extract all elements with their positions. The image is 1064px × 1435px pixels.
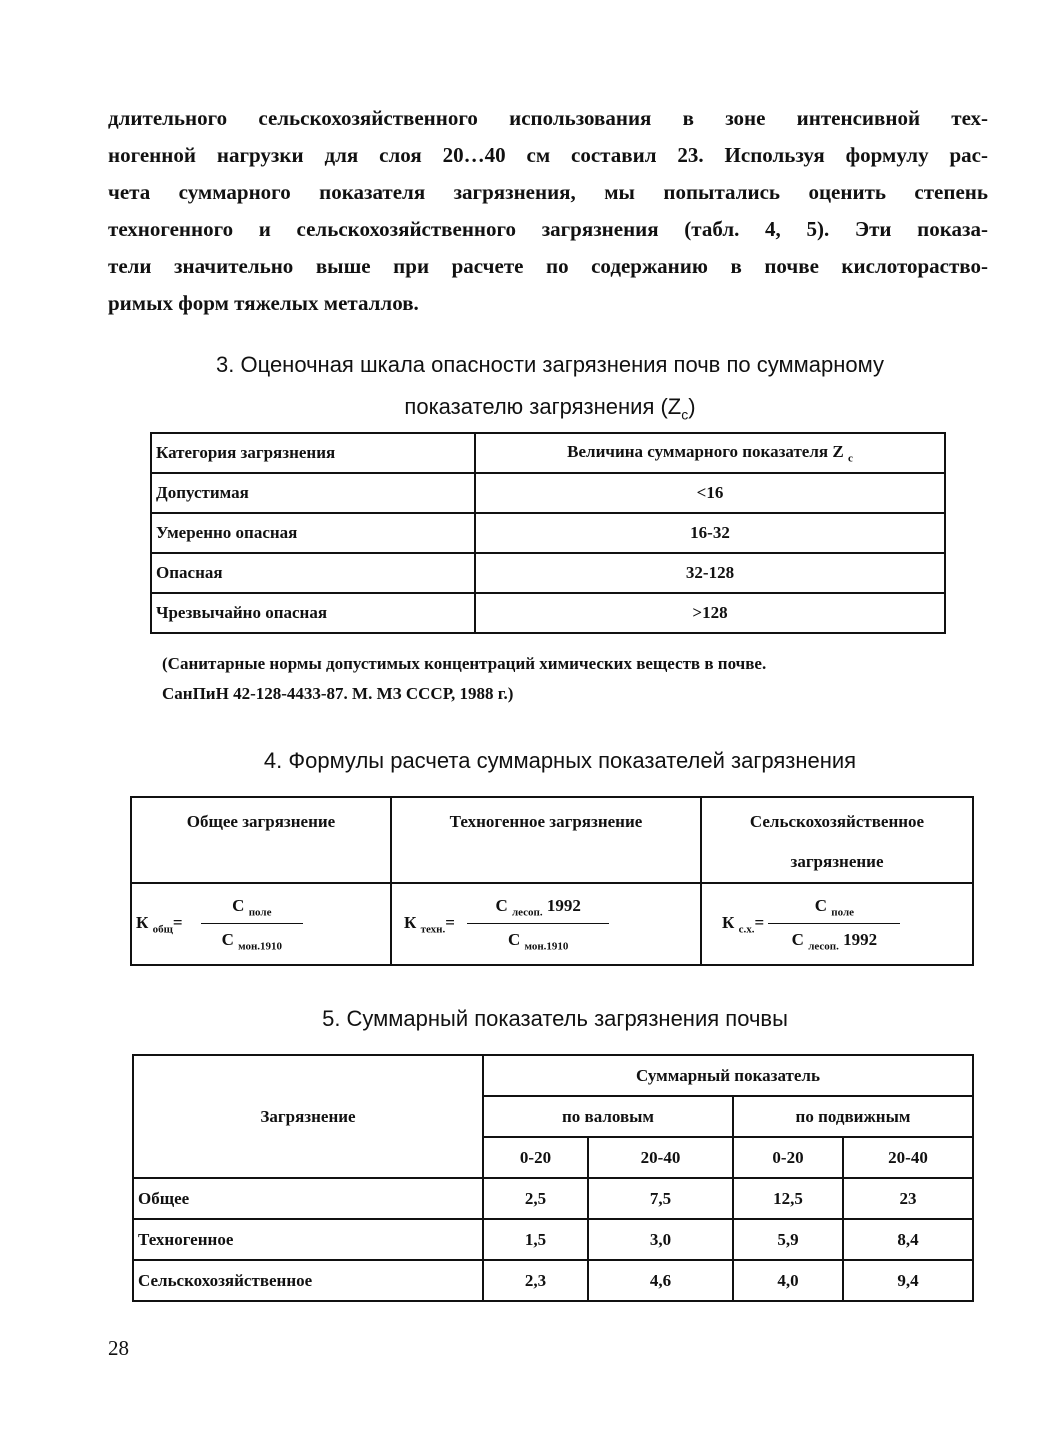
table-row xyxy=(151,593,945,633)
body-paragraph xyxy=(108,100,988,322)
table4-caption: 4. Формулы расчета суммарных показателей загрязнения xyxy=(263,748,857,773)
formula-lhs xyxy=(404,912,455,936)
den-sub: мон.1910 xyxy=(238,939,283,952)
table-row xyxy=(151,473,945,513)
num-c: С xyxy=(814,896,828,916)
category-cell: Чрезвычайно опасная xyxy=(151,593,475,633)
table3-caption-sub: c xyxy=(681,406,689,423)
fraction-numerator xyxy=(201,896,303,923)
value-cell: 8,4 xyxy=(843,1219,973,1260)
paragraph-line: длительного сельскохозяйственного использования в зоне интенсивной тех- xyxy=(108,106,988,130)
table-row xyxy=(133,1178,973,1219)
soil-pollution-index-table xyxy=(132,1054,974,1302)
value-cell: 4,6 xyxy=(588,1260,733,1301)
header-value xyxy=(475,433,945,473)
fraction-numerator xyxy=(768,896,900,923)
paragraph-line: тели значительно выше при расчете по содержанию в почве кислотораство- xyxy=(108,254,988,278)
table3-caption-line2 xyxy=(130,386,970,435)
table-header-row xyxy=(133,1055,973,1096)
page-number: 28 xyxy=(108,1336,129,1360)
pollution-scale-table xyxy=(150,432,946,634)
depth-cell: 20-40 xyxy=(843,1137,973,1178)
header-general: Общее загрязнение xyxy=(131,797,391,883)
formula-eq: = xyxy=(754,912,765,932)
paragraph-line: чета суммарного показателя загрязнения, мы попытались оценить степень xyxy=(108,180,988,204)
formula-technogenic xyxy=(391,883,701,965)
formula-eq: = xyxy=(172,912,183,932)
formula-k: К xyxy=(404,912,417,932)
num-sub: поле xyxy=(248,906,272,919)
row-label: Техногенное xyxy=(133,1219,483,1260)
value-cell: 5,9 xyxy=(733,1219,843,1260)
table-row xyxy=(151,553,945,593)
table-row xyxy=(133,1260,973,1301)
fraction-numerator xyxy=(467,896,609,923)
formula-lhs xyxy=(136,912,183,936)
depth-cell: 0-20 xyxy=(483,1137,588,1178)
value-cell: 2,3 xyxy=(483,1260,588,1301)
header-value-sub: c xyxy=(847,452,853,465)
paragraph-line: техногенного и сельскохозяйственного загрязнения (табл. 4, 5). Эти показа- xyxy=(108,217,988,241)
depth-cell: 20-40 xyxy=(588,1137,733,1178)
fraction-denominator xyxy=(222,924,282,952)
table-row xyxy=(133,1219,973,1260)
header-agricultural: Сельскохозяйственное загрязнение xyxy=(701,797,973,883)
value-cell: 2,5 xyxy=(483,1178,588,1219)
num-sub: лесоп. xyxy=(511,906,543,919)
header-category: Категория загрязнения xyxy=(151,433,475,473)
table3-source-note xyxy=(162,649,962,709)
formula-row xyxy=(131,883,973,965)
table3-caption-text: показателю загрязнения (Z xyxy=(404,394,682,419)
formula-k-sub: техн. xyxy=(420,923,446,936)
formula-fraction xyxy=(768,896,900,952)
note-line1: (Санитарные нормы допустимых концентраций химических веществ в почве. xyxy=(162,654,767,673)
paragraph-line: ногенной нагрузки для слоя 20…40 см составил 23. Используя формулу рас- xyxy=(108,143,988,167)
category-cell: Умеренно опасная xyxy=(151,513,475,553)
formula-lhs xyxy=(722,912,765,936)
formula-fraction xyxy=(467,896,609,952)
value-cell: 4,0 xyxy=(733,1260,843,1301)
num-tail: 1992 xyxy=(542,896,581,916)
fraction-denominator xyxy=(508,924,568,952)
den-c: С xyxy=(791,929,804,949)
formula-k-sub: с.х. xyxy=(738,923,755,936)
value-cell: >128 xyxy=(475,593,945,633)
formula-agricultural xyxy=(701,883,973,965)
category-cell: Опасная xyxy=(151,553,475,593)
den-c: С xyxy=(221,929,234,949)
formula-general xyxy=(131,883,391,965)
value-cell: <16 xyxy=(475,473,945,513)
header-mobile: по подвижным xyxy=(733,1096,973,1137)
value-cell: 12,5 xyxy=(733,1178,843,1219)
formula-k: К xyxy=(722,912,735,932)
table-header-row xyxy=(131,797,973,883)
table3-caption xyxy=(130,344,970,435)
depth-cell: 0-20 xyxy=(733,1137,843,1178)
formula-fraction xyxy=(201,896,303,952)
header-summary-index: Суммарный показатель xyxy=(483,1055,973,1096)
table3-caption-line1: 3. Оценочная шкала опасности загрязнения почв по суммарному xyxy=(216,352,884,377)
row-label: Общее xyxy=(133,1178,483,1219)
row-label: Сельскохозяйственное xyxy=(133,1260,483,1301)
formula-table xyxy=(130,796,974,966)
value-cell: 3,0 xyxy=(588,1219,733,1260)
header-gross: по валовым xyxy=(483,1096,733,1137)
den-sub: мон.1910 xyxy=(524,939,569,952)
den-c: С xyxy=(507,929,521,949)
category-cell: Допустимая xyxy=(151,473,475,513)
value-cell: 23 xyxy=(843,1178,973,1219)
header-value-text: Величина суммарного показателя Z xyxy=(567,441,844,461)
table-row xyxy=(151,513,945,553)
formula-k: К xyxy=(136,912,149,932)
value-cell: 9,4 xyxy=(843,1260,973,1301)
table5-caption: 5. Суммарный показатель загрязнения почвы xyxy=(322,1006,788,1031)
den-sub: лесоп. xyxy=(808,939,839,952)
table3-caption-end: ) xyxy=(688,394,696,419)
header-pollution: Загрязнение xyxy=(133,1055,483,1178)
den-tail: 1992 xyxy=(838,929,878,949)
value-cell: 7,5 xyxy=(588,1178,733,1219)
value-cell: 16-32 xyxy=(475,513,945,553)
formula-eq: = xyxy=(445,912,455,932)
num-c: С xyxy=(232,896,245,916)
header-technogenic: Техногенное загрязнение xyxy=(391,797,701,883)
formula-k-sub: общ xyxy=(152,923,173,936)
fraction-denominator xyxy=(792,924,877,952)
value-cell: 1,5 xyxy=(483,1219,588,1260)
paragraph-line: римых форм тяжелых металлов. xyxy=(108,291,419,315)
table-header-row xyxy=(151,433,945,473)
note-line2: СанПиН 42-128-4433-87. М. МЗ СССР, 1988 г.) xyxy=(162,684,514,703)
num-sub: поле xyxy=(831,906,855,919)
value-cell: 32-128 xyxy=(475,553,945,593)
num-c: С xyxy=(495,896,508,916)
